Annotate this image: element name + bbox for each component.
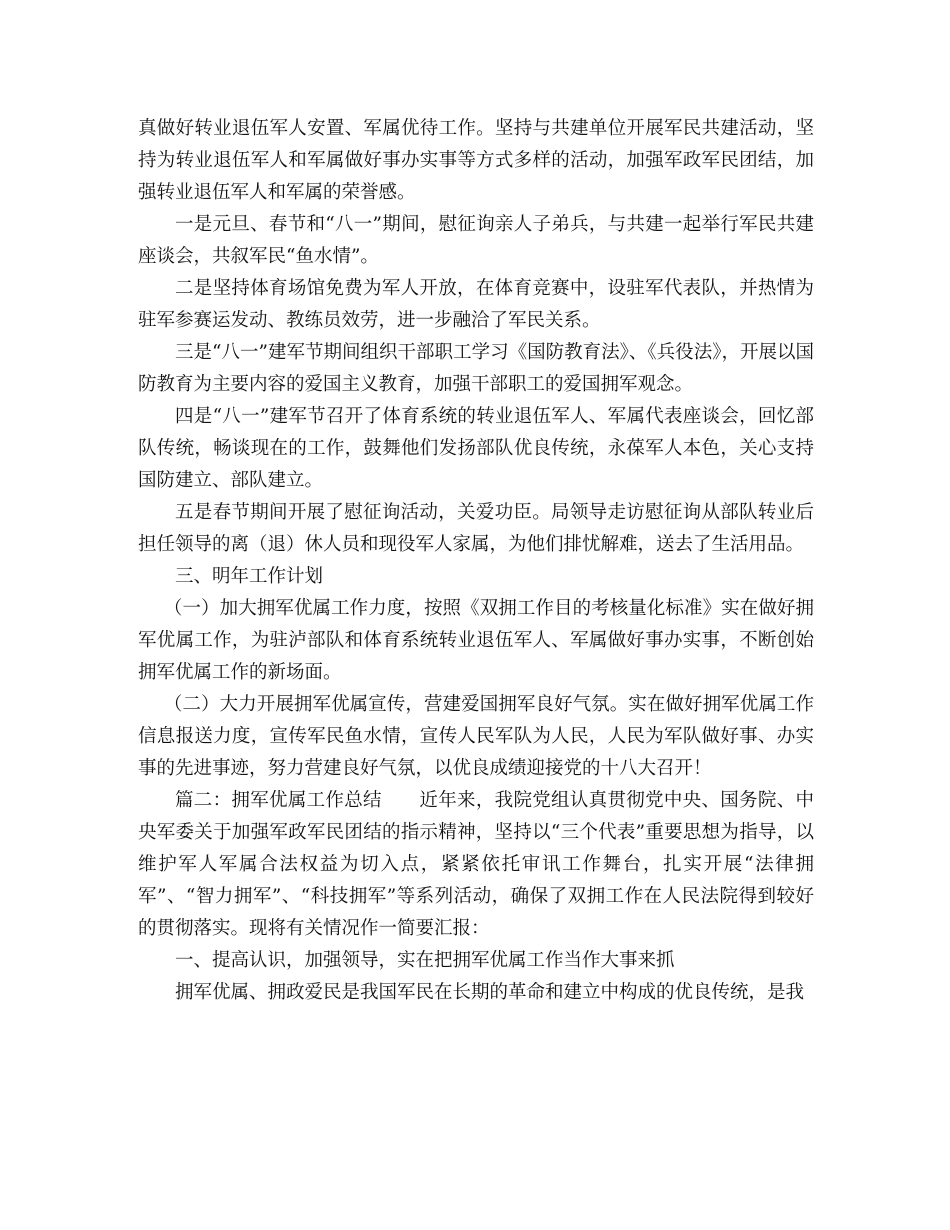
section-heading-awareness: 一、提高认识，加强领导，实在把拥军优属工作当作大事来抓 [175,950,675,971]
paragraph-plan-2: （二）大力开展拥军优属宣传，营建爱国拥军良好气氛。实在做好拥军优属工作信息报送力度，宣传军民鱼水情，宣传人民军队为人民，人民为军队做好事、办实事的先进事迹，努力营建良好气氛，以优良成绩迎接党的十八大召开！ [138,694,814,779]
paragraph-1: 真做好转业退伍军人安置、军属优待工作。坚持与共建单位开展军民共建活动，坚持为转业退伍军人和军属做好事办实事等方式多样的活动，加强军政军民团结，加强转业退伍军人和军属的荣誉感。 [138,118,814,203]
paragraph-6: 五是春节期间开展了慰征询活动，关爱功臣。局领导走访慰征询从部队转业后担任领导的离（退）休人员和现役军人家属，为他们排忧解难，送去了生活用品。 [138,502,814,555]
document-page [138,113,814,1009]
paragraph-3: 二是坚持体育场馆免费为军人开放，在体育竞赛中，设驻军代表队，并热情为驻军参赛运发动、教练员效劳，进一步融洽了军民关系。 [138,278,814,331]
paragraph-2: 一是元旦、春节和“八一”期间，慰征询亲人子弟兵，与共建一起举行军民共建座谈会，共叙军民“鱼水情”。 [138,214,814,267]
paragraph-part-two: 篇二：拥军优属工作总结 近年来，我院党组认真贯彻党中央、国务院、中央军委关于加强军政军民团结的指示精神，坚持以“三个代表”重要思想为指导，以维护军人军属合法权益为切入点，紧紧依托审讯工作舞台，扎实开展“法律拥军”、“智力拥军”、“科技拥军”等系列活动，确保了双拥工作在人民法院得到较好的贯彻落实。现将有关情况作一简要汇报： [138,790,814,939]
section-heading-plan: 三、明年工作计划 [175,566,324,587]
paragraph-plan-1: （一）加大拥军优属工作力度，按照《双拥工作目的考核量化标准》实在做好拥军优属工作，为驻泸部队和体育系统转业退伍军人、军属做好事办实事，不断创始拥军优属工作的新场面。 [138,598,814,683]
paragraph-last: 拥军优属、拥政爱民是我国军民在长期的革命和建立中构成的优良传统，是我 [175,982,805,1003]
paragraph-5: 四是“八一”建军节召开了体育系统的转业退伍军人、军属代表座谈会，回忆部队传统，畅谈现在的工作，鼓舞他们发扬部队优良传统，永葆军人本色，关心支持国防建立、部队建立。 [138,406,814,491]
paragraph-4: 三是“八一”建军节期间组织干部职工学习《国防教育法》、《兵役法》，开展以国防教育为主要内容的爱国主义教育，加强干部职工的爱国拥军观念。 [138,342,814,395]
